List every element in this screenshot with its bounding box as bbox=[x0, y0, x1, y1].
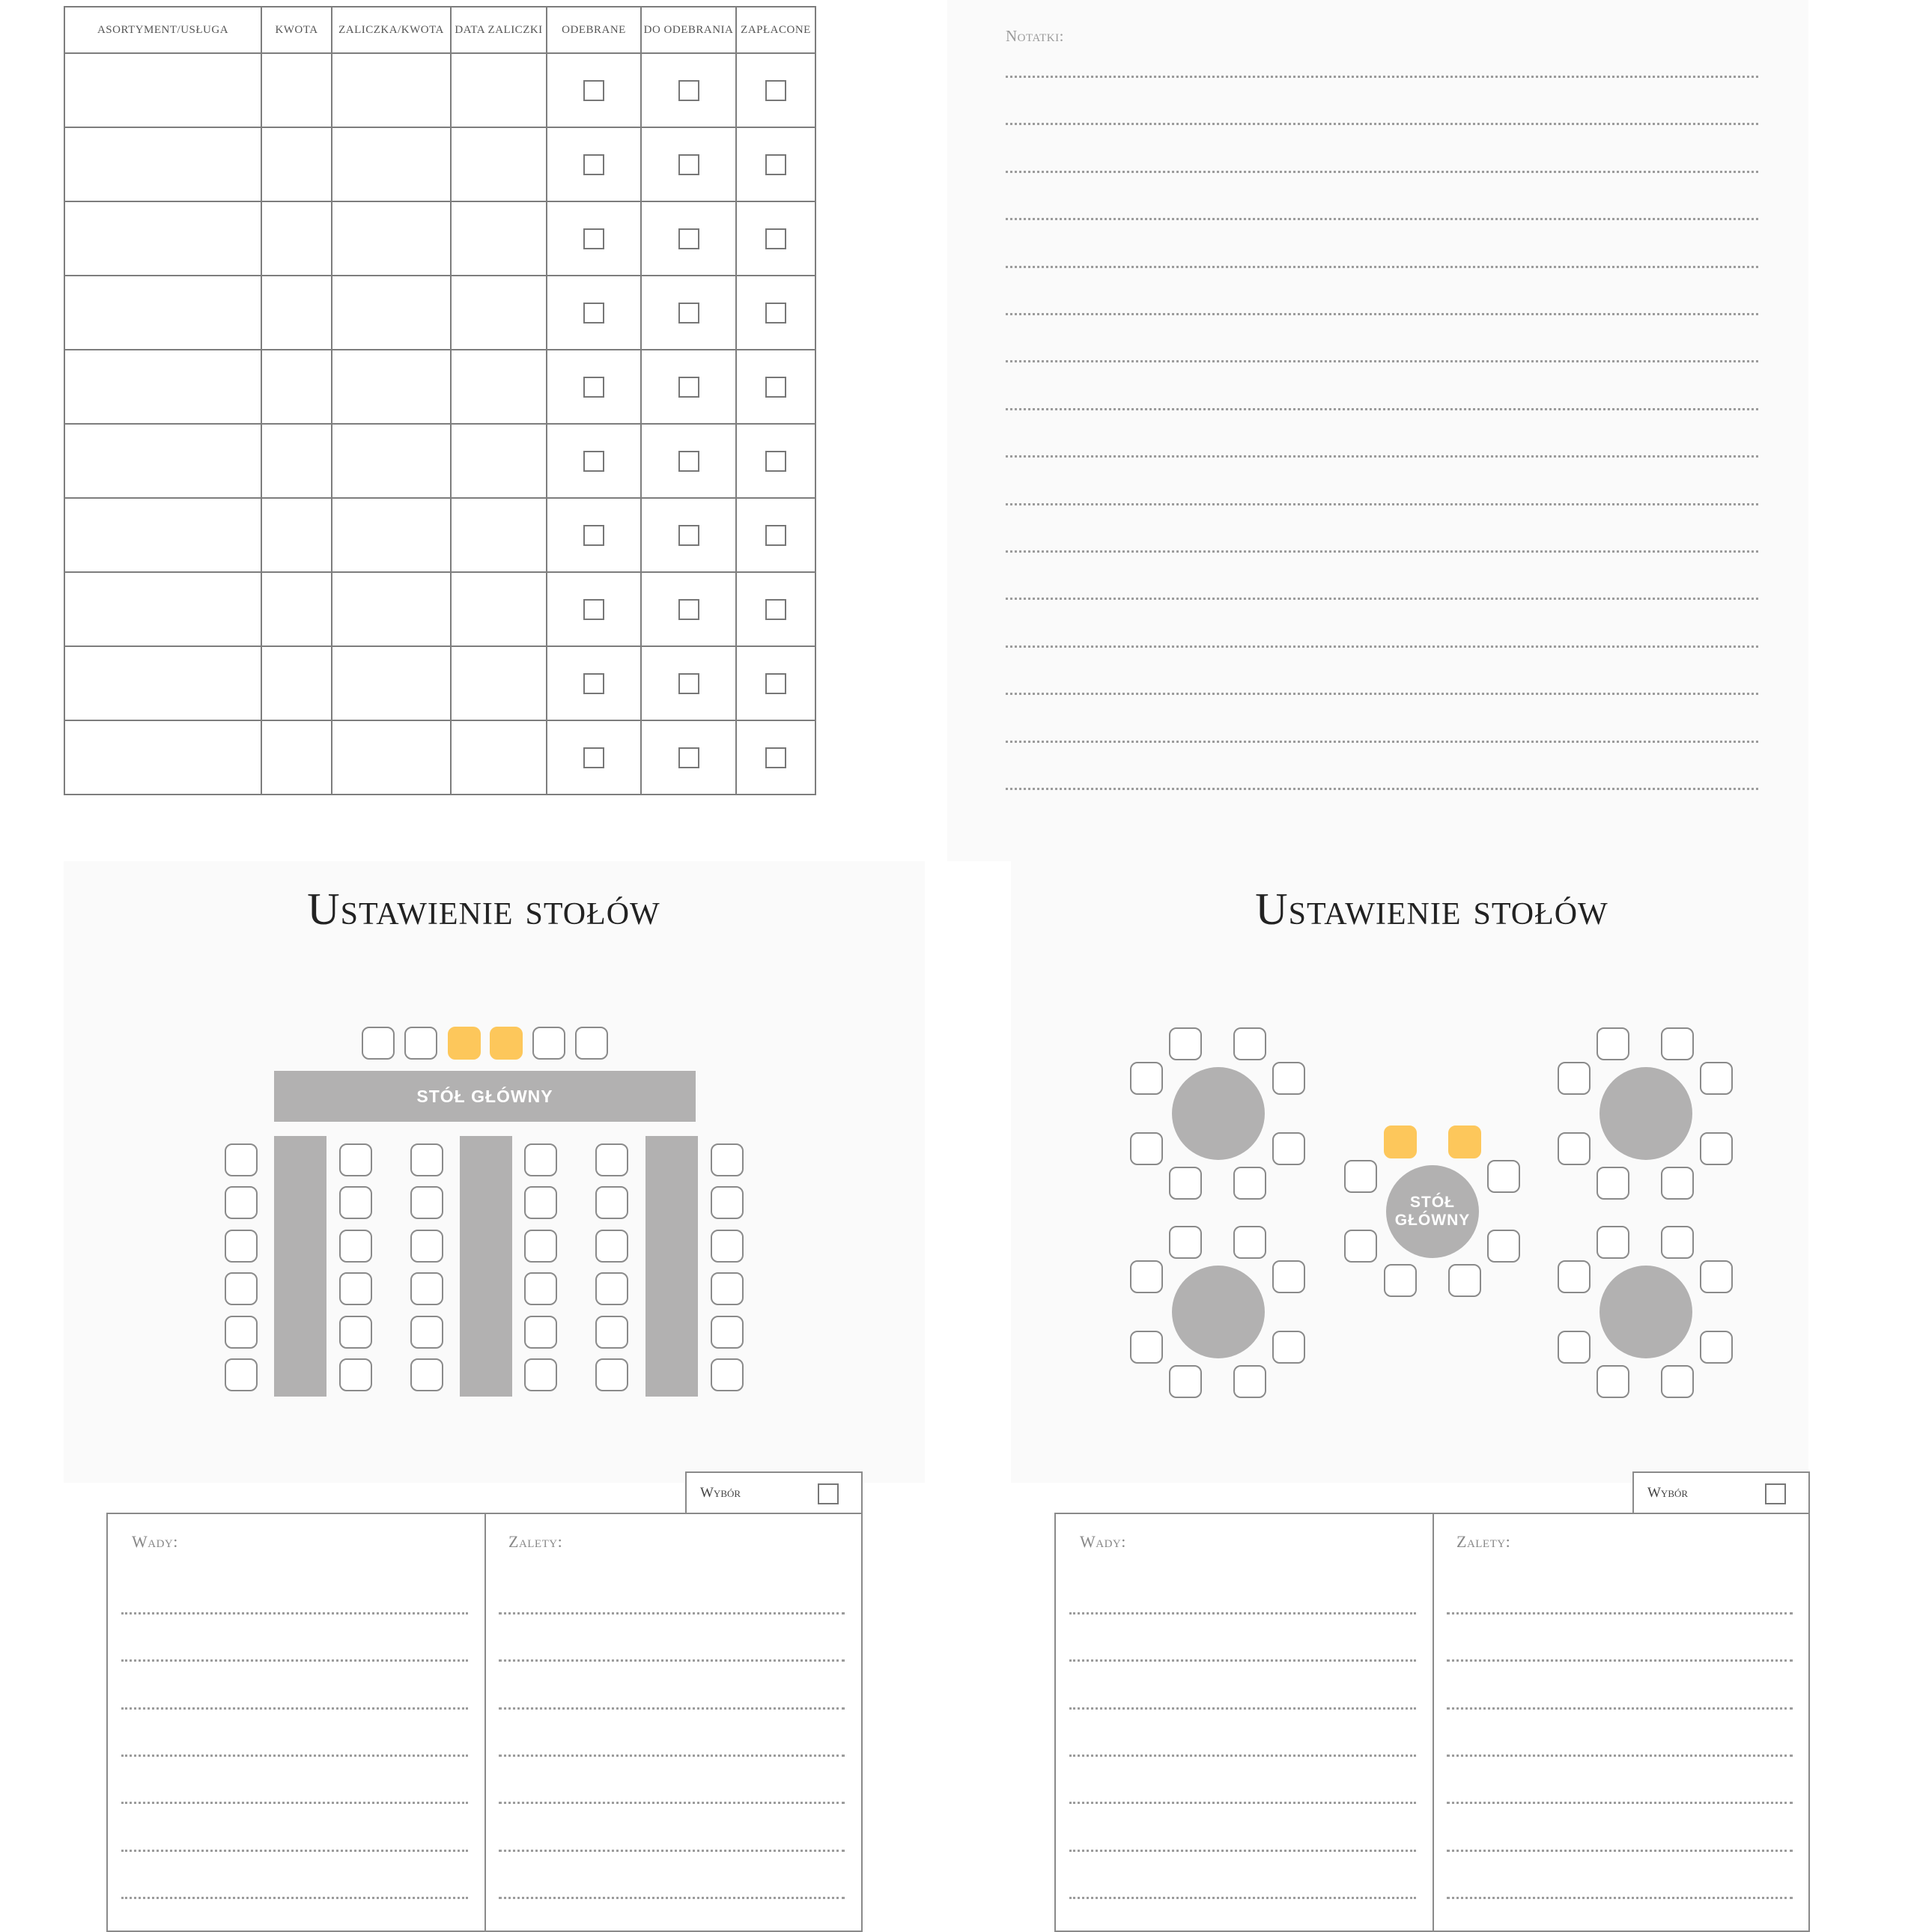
chair bbox=[339, 1272, 372, 1305]
table-cell-checkbox bbox=[736, 201, 815, 276]
chair-highlighted bbox=[1448, 1126, 1481, 1158]
choice-label-left: Wybór bbox=[700, 1485, 741, 1501]
chair bbox=[1233, 1167, 1266, 1200]
table-cell-input[interactable] bbox=[64, 276, 261, 350]
table-cell-checkbox bbox=[547, 276, 641, 350]
chair bbox=[1700, 1260, 1733, 1293]
chair bbox=[532, 1027, 565, 1060]
chair bbox=[225, 1316, 258, 1349]
head-table bbox=[274, 1071, 696, 1122]
notes-line[interactable] bbox=[1006, 313, 1758, 315]
chair bbox=[1130, 1260, 1163, 1293]
head-table-round bbox=[1386, 1165, 1479, 1258]
chair bbox=[225, 1186, 258, 1219]
paid-checkbox[interactable] bbox=[765, 154, 786, 175]
table-cell-input[interactable] bbox=[261, 127, 332, 201]
to-collect-checkbox[interactable] bbox=[678, 525, 699, 546]
chair bbox=[410, 1143, 443, 1176]
card-line[interactable] bbox=[121, 1755, 468, 1757]
table-row bbox=[64, 498, 815, 572]
table-cell-input[interactable] bbox=[332, 53, 451, 127]
table-cell-checkbox bbox=[736, 646, 815, 720]
collected-checkbox[interactable] bbox=[583, 451, 604, 472]
card-line[interactable] bbox=[121, 1897, 468, 1899]
table-cell-input[interactable] bbox=[261, 572, 332, 646]
chair bbox=[1558, 1260, 1591, 1293]
table-row bbox=[64, 424, 815, 498]
chair bbox=[339, 1358, 372, 1391]
table-cell-input[interactable] bbox=[64, 572, 261, 646]
chair bbox=[362, 1027, 395, 1060]
collected-checkbox[interactable] bbox=[583, 228, 604, 249]
to-collect-checkbox[interactable] bbox=[678, 377, 699, 398]
notes-line[interactable] bbox=[1006, 550, 1758, 553]
chair bbox=[1272, 1132, 1305, 1165]
chair bbox=[575, 1027, 608, 1060]
column-header-paid: ZAPŁACONE bbox=[736, 7, 815, 53]
table-cell-input[interactable] bbox=[332, 201, 451, 276]
table-cell-checkbox bbox=[641, 127, 736, 201]
table-cell-input[interactable] bbox=[451, 201, 547, 276]
card-line[interactable] bbox=[1069, 1897, 1416, 1899]
chair bbox=[524, 1143, 557, 1176]
table-cell-input[interactable] bbox=[451, 720, 547, 795]
paid-checkbox[interactable] bbox=[765, 673, 786, 694]
card-line[interactable] bbox=[1447, 1802, 1793, 1804]
round-table-1 bbox=[1172, 1067, 1265, 1160]
chair bbox=[1233, 1365, 1266, 1398]
paid-checkbox[interactable] bbox=[765, 228, 786, 249]
chair bbox=[1700, 1331, 1733, 1364]
chair bbox=[1384, 1264, 1417, 1297]
table-cell-input[interactable] bbox=[332, 127, 451, 201]
table-cell-input[interactable] bbox=[332, 276, 451, 350]
card-line[interactable] bbox=[1447, 1612, 1793, 1614]
to-collect-checkbox[interactable] bbox=[678, 451, 699, 472]
table-cell-input[interactable] bbox=[451, 646, 547, 720]
chair bbox=[595, 1186, 628, 1219]
table-cell-input[interactable] bbox=[332, 572, 451, 646]
chair bbox=[1558, 1331, 1591, 1364]
pros-label-left: Zalety: bbox=[508, 1532, 563, 1551]
chair bbox=[410, 1358, 443, 1391]
cons-label-left: Wady: bbox=[132, 1532, 178, 1551]
vendor-table-header-row bbox=[64, 7, 815, 53]
notes-line[interactable] bbox=[1006, 360, 1758, 362]
pros-cons-card-right bbox=[1054, 1513, 1810, 1932]
card-line[interactable] bbox=[499, 1612, 845, 1614]
table-cell-input[interactable] bbox=[332, 720, 451, 795]
round-table-4 bbox=[1599, 1266, 1692, 1358]
chair bbox=[1661, 1226, 1694, 1259]
collected-checkbox[interactable] bbox=[583, 673, 604, 694]
table-cell-checkbox bbox=[736, 720, 815, 795]
card-line[interactable] bbox=[121, 1802, 468, 1804]
chair bbox=[524, 1358, 557, 1391]
cons-label-right: Wady: bbox=[1080, 1532, 1126, 1551]
table-cell-input[interactable] bbox=[451, 350, 547, 424]
table-cell-checkbox bbox=[736, 572, 815, 646]
table-cell-input[interactable] bbox=[64, 646, 261, 720]
chair-highlighted bbox=[490, 1027, 523, 1060]
table-row bbox=[64, 572, 815, 646]
seating-plan-title-right: Ustawienie stołów bbox=[1255, 884, 1608, 934]
table-cell-input[interactable] bbox=[451, 572, 547, 646]
table-cell-input[interactable] bbox=[64, 201, 261, 276]
paid-checkbox[interactable] bbox=[765, 80, 786, 101]
table-cell-input[interactable] bbox=[261, 350, 332, 424]
table-cell-input[interactable] bbox=[332, 424, 451, 498]
chair bbox=[410, 1272, 443, 1305]
chair bbox=[1487, 1230, 1520, 1263]
paid-checkbox[interactable] bbox=[765, 377, 786, 398]
table-cell-input[interactable] bbox=[64, 53, 261, 127]
chair bbox=[1558, 1062, 1591, 1095]
chair bbox=[711, 1186, 744, 1219]
chair bbox=[524, 1316, 557, 1349]
chair bbox=[1233, 1027, 1266, 1060]
card-line[interactable] bbox=[1447, 1707, 1793, 1710]
chair bbox=[1169, 1226, 1202, 1259]
table-cell-checkbox bbox=[641, 424, 736, 498]
column-header-deposit-date: DATA ZALICZKI bbox=[451, 7, 547, 53]
table-cell-checkbox bbox=[547, 720, 641, 795]
collected-checkbox[interactable] bbox=[583, 377, 604, 398]
head-table-round-label-line2: GŁÓWNY bbox=[1394, 1212, 1471, 1229]
chair bbox=[595, 1358, 628, 1391]
table-cell-checkbox bbox=[736, 350, 815, 424]
table-cell-checkbox bbox=[736, 53, 815, 127]
collected-checkbox[interactable] bbox=[583, 525, 604, 546]
chair bbox=[1272, 1062, 1305, 1095]
chair bbox=[225, 1143, 258, 1176]
table-cell-input[interactable] bbox=[64, 127, 261, 201]
notes-line[interactable] bbox=[1006, 788, 1758, 790]
pros-label-right: Zalety: bbox=[1456, 1532, 1511, 1551]
to-collect-checkbox[interactable] bbox=[678, 673, 699, 694]
round-table-3 bbox=[1172, 1266, 1265, 1358]
to-collect-checkbox[interactable] bbox=[678, 303, 699, 323]
card-line[interactable] bbox=[1447, 1755, 1793, 1757]
table-cell-checkbox bbox=[736, 424, 815, 498]
chair bbox=[524, 1272, 557, 1305]
chair bbox=[595, 1272, 628, 1305]
card-line[interactable] bbox=[1447, 1897, 1793, 1899]
chair bbox=[711, 1316, 744, 1349]
chair bbox=[1272, 1331, 1305, 1364]
collected-checkbox[interactable] bbox=[583, 80, 604, 101]
long-table-3 bbox=[645, 1136, 698, 1397]
chair bbox=[1597, 1365, 1629, 1398]
chair bbox=[595, 1143, 628, 1176]
column-header-item: ASORTYMENT/USŁUGA bbox=[64, 7, 261, 53]
table-cell-checkbox bbox=[547, 646, 641, 720]
card-line[interactable] bbox=[121, 1707, 468, 1710]
card-line[interactable] bbox=[1447, 1850, 1793, 1852]
table-cell-checkbox bbox=[547, 201, 641, 276]
vendor-table-body bbox=[64, 53, 815, 795]
table-cell-input[interactable] bbox=[261, 53, 332, 127]
paid-checkbox[interactable] bbox=[765, 303, 786, 323]
notes-line[interactable] bbox=[1006, 76, 1758, 78]
choice-checkbox-left[interactable] bbox=[818, 1483, 839, 1504]
notes-line[interactable] bbox=[1006, 645, 1758, 648]
table-cell-input[interactable] bbox=[261, 720, 332, 795]
table-cell-checkbox bbox=[641, 201, 736, 276]
table-cell-input[interactable] bbox=[261, 498, 332, 572]
card-line[interactable] bbox=[1069, 1659, 1416, 1662]
table-cell-checkbox bbox=[547, 53, 641, 127]
chair bbox=[595, 1316, 628, 1349]
chair bbox=[1597, 1226, 1629, 1259]
chair bbox=[225, 1358, 258, 1391]
card-line[interactable] bbox=[499, 1755, 845, 1757]
card-line[interactable] bbox=[1447, 1659, 1793, 1662]
notes-line[interactable] bbox=[1006, 741, 1758, 743]
table-row bbox=[64, 720, 815, 795]
chair bbox=[339, 1143, 372, 1176]
table-cell-checkbox bbox=[547, 350, 641, 424]
table-cell-checkbox bbox=[641, 720, 736, 795]
card-divider-left bbox=[484, 1514, 486, 1931]
table-row bbox=[64, 646, 815, 720]
choice-label-right: Wybór bbox=[1647, 1485, 1689, 1501]
card-line[interactable] bbox=[1069, 1755, 1416, 1757]
column-header-amount: KWOTA bbox=[261, 7, 332, 53]
chair bbox=[1700, 1062, 1733, 1095]
card-divider-right bbox=[1433, 1514, 1434, 1931]
notes-line[interactable] bbox=[1006, 123, 1758, 125]
chair bbox=[1169, 1365, 1202, 1398]
card-line[interactable] bbox=[1069, 1850, 1416, 1852]
table-cell-input[interactable] bbox=[451, 424, 547, 498]
notes-line[interactable] bbox=[1006, 693, 1758, 695]
table-cell-input[interactable] bbox=[451, 498, 547, 572]
card-line[interactable] bbox=[121, 1612, 468, 1614]
chair bbox=[1169, 1027, 1202, 1060]
chair bbox=[524, 1230, 557, 1263]
vendor-table bbox=[64, 6, 816, 795]
notes-line[interactable] bbox=[1006, 455, 1758, 458]
table-cell-checkbox bbox=[641, 53, 736, 127]
table-cell-checkbox bbox=[641, 498, 736, 572]
chair bbox=[711, 1272, 744, 1305]
chair bbox=[1448, 1264, 1481, 1297]
card-line[interactable] bbox=[1069, 1707, 1416, 1710]
column-header-deposit-amount: ZALICZKA/KWOTA bbox=[332, 7, 451, 53]
chair bbox=[1169, 1167, 1202, 1200]
chair bbox=[1661, 1167, 1694, 1200]
chair bbox=[1487, 1160, 1520, 1193]
to-collect-checkbox[interactable] bbox=[678, 80, 699, 101]
round-table-2 bbox=[1599, 1067, 1692, 1160]
choice-box-left bbox=[685, 1471, 863, 1515]
collected-checkbox[interactable] bbox=[583, 599, 604, 620]
chair bbox=[524, 1186, 557, 1219]
column-header-to-collect: DO ODEBRANIA bbox=[641, 7, 736, 53]
notes-line[interactable] bbox=[1006, 503, 1758, 505]
card-line[interactable] bbox=[121, 1659, 468, 1662]
table-cell-checkbox bbox=[736, 498, 815, 572]
chair bbox=[225, 1230, 258, 1263]
chair bbox=[1130, 1062, 1163, 1095]
table-cell-input[interactable] bbox=[261, 424, 332, 498]
chair bbox=[595, 1230, 628, 1263]
table-cell-input[interactable] bbox=[451, 127, 547, 201]
choice-checkbox-right[interactable] bbox=[1765, 1483, 1786, 1504]
chair bbox=[225, 1272, 258, 1305]
chair bbox=[339, 1230, 372, 1263]
long-table-2 bbox=[460, 1136, 512, 1397]
chair bbox=[1130, 1331, 1163, 1364]
chair bbox=[1661, 1027, 1694, 1060]
table-cell-input[interactable] bbox=[261, 201, 332, 276]
chair bbox=[1597, 1167, 1629, 1200]
table-cell-checkbox bbox=[547, 498, 641, 572]
table-cell-input[interactable] bbox=[451, 53, 547, 127]
chair bbox=[1558, 1132, 1591, 1165]
long-table-1 bbox=[274, 1136, 326, 1397]
paid-checkbox[interactable] bbox=[765, 599, 786, 620]
table-cell-input[interactable] bbox=[451, 276, 547, 350]
pros-cons-card-left bbox=[106, 1513, 863, 1932]
paid-checkbox[interactable] bbox=[765, 451, 786, 472]
chair-highlighted bbox=[1384, 1126, 1417, 1158]
table-cell-checkbox bbox=[547, 127, 641, 201]
table-cell-input[interactable] bbox=[64, 498, 261, 572]
card-line[interactable] bbox=[121, 1850, 468, 1852]
chair bbox=[339, 1316, 372, 1349]
table-cell-checkbox bbox=[736, 127, 815, 201]
table-cell-input[interactable] bbox=[64, 424, 261, 498]
to-collect-checkbox[interactable] bbox=[678, 154, 699, 175]
chair bbox=[1344, 1230, 1377, 1263]
chair bbox=[410, 1230, 443, 1263]
card-line[interactable] bbox=[1069, 1802, 1416, 1804]
table-cell-input[interactable] bbox=[261, 646, 332, 720]
card-line[interactable] bbox=[499, 1802, 845, 1804]
to-collect-checkbox[interactable] bbox=[678, 228, 699, 249]
chair bbox=[1597, 1027, 1629, 1060]
table-cell-checkbox bbox=[736, 276, 815, 350]
collected-checkbox[interactable] bbox=[583, 747, 604, 768]
notes-line[interactable] bbox=[1006, 171, 1758, 173]
table-cell-input[interactable] bbox=[332, 498, 451, 572]
to-collect-checkbox[interactable] bbox=[678, 599, 699, 620]
head-table-round-label-line1: STÓŁ bbox=[1410, 1194, 1455, 1211]
chair bbox=[1272, 1260, 1305, 1293]
collected-checkbox[interactable] bbox=[583, 154, 604, 175]
to-collect-checkbox[interactable] bbox=[678, 747, 699, 768]
paid-checkbox[interactable] bbox=[765, 747, 786, 768]
chair bbox=[1344, 1160, 1377, 1193]
notes-line[interactable] bbox=[1006, 408, 1758, 410]
card-line[interactable] bbox=[499, 1659, 845, 1662]
chair bbox=[410, 1186, 443, 1219]
table-cell-checkbox bbox=[641, 646, 736, 720]
table-cell-input[interactable] bbox=[261, 276, 332, 350]
table-cell-input[interactable] bbox=[64, 720, 261, 795]
choice-box-right bbox=[1632, 1471, 1810, 1515]
chair bbox=[404, 1027, 437, 1060]
notes-label: Notatki: bbox=[1006, 27, 1064, 45]
card-line[interactable] bbox=[1069, 1612, 1416, 1614]
notes-line[interactable] bbox=[1006, 598, 1758, 600]
table-row bbox=[64, 53, 815, 127]
chair bbox=[410, 1316, 443, 1349]
table-cell-checkbox bbox=[547, 572, 641, 646]
chair bbox=[339, 1186, 372, 1219]
table-cell-checkbox bbox=[641, 276, 736, 350]
table-cell-input[interactable] bbox=[64, 350, 261, 424]
card-line[interactable] bbox=[499, 1707, 845, 1710]
card-line[interactable] bbox=[499, 1850, 845, 1852]
chair bbox=[1661, 1365, 1694, 1398]
chair bbox=[711, 1358, 744, 1391]
seating-plan-title-left: Ustawienie stołów bbox=[307, 884, 660, 934]
table-row bbox=[64, 350, 815, 424]
paid-checkbox[interactable] bbox=[765, 525, 786, 546]
chair-highlighted bbox=[448, 1027, 481, 1060]
collected-checkbox[interactable] bbox=[583, 303, 604, 323]
notes-panel-bg bbox=[947, 0, 1808, 861]
column-header-collected: ODEBRANE bbox=[547, 7, 641, 53]
table-row bbox=[64, 276, 815, 350]
table-row bbox=[64, 201, 815, 276]
chair bbox=[1233, 1226, 1266, 1259]
table-row bbox=[64, 127, 815, 201]
table-cell-input[interactable] bbox=[332, 646, 451, 720]
table-cell-checkbox bbox=[641, 350, 736, 424]
chair bbox=[711, 1143, 744, 1176]
chair bbox=[1130, 1132, 1163, 1165]
table-cell-checkbox bbox=[641, 572, 736, 646]
notes-line[interactable] bbox=[1006, 218, 1758, 220]
notes-line[interactable] bbox=[1006, 266, 1758, 268]
chair bbox=[1700, 1132, 1733, 1165]
card-line[interactable] bbox=[499, 1897, 845, 1899]
head-table-label: STÓŁ GŁÓWNY bbox=[416, 1086, 553, 1106]
chair bbox=[711, 1230, 744, 1263]
table-cell-input[interactable] bbox=[332, 350, 451, 424]
table-cell-checkbox bbox=[547, 424, 641, 498]
